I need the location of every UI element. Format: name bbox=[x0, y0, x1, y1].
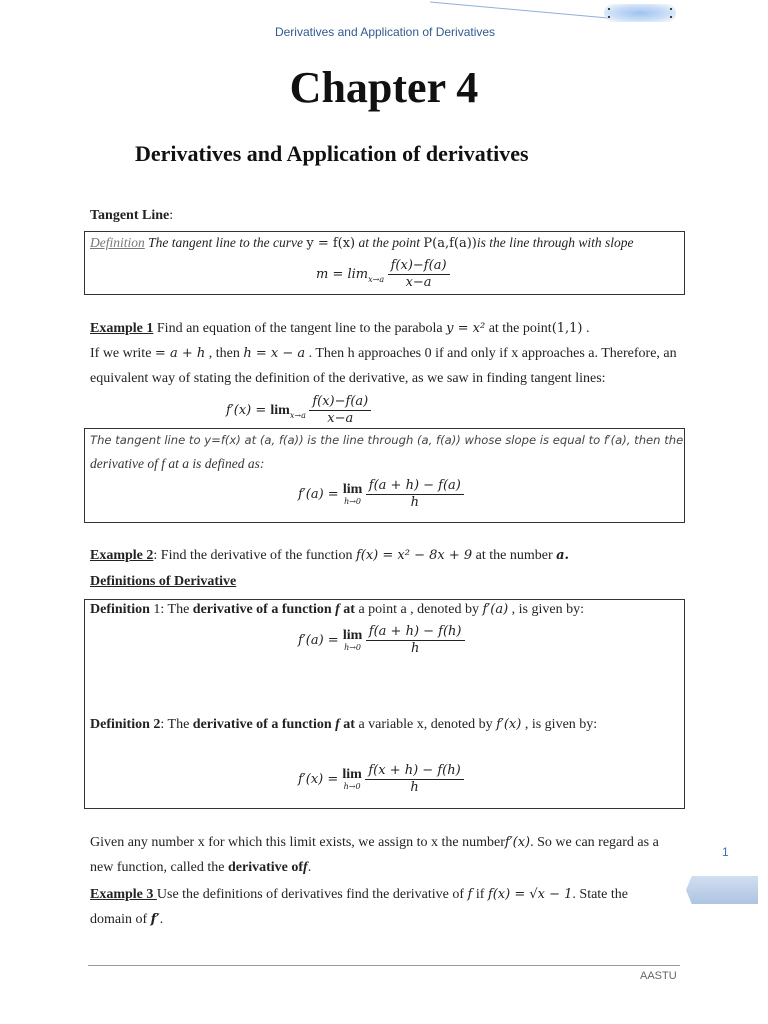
footer-text: AASTU bbox=[640, 970, 677, 982]
definition-2-text: Definition 2: The derivative of a function f at a variable x, denoted by f′(x) , is given by: bbox=[90, 717, 598, 732]
definition-1-text: Definition 1: The derivative of a function f at a point a , denoted by f′(a) , is given by: bbox=[90, 602, 585, 617]
slope-formula: $m = \lim_{x\to a}$ $\frac{f(x)-f(a)}{x-a}$ bbox=[316, 258, 450, 292]
page-side-tab bbox=[686, 876, 758, 904]
example-1-line2: If we write = a + h , then h = x − a . Then h approaches 0 if and only if x approaches a. Therefore, an bbox=[90, 346, 677, 361]
definitions-heading: Definitions of Derivative bbox=[90, 574, 237, 589]
closing-line2: new function, called the derivative off. bbox=[90, 860, 312, 875]
example-1-line1: Example 1 Find an equation of the tangent line to the parabola y = x² at the point(1,1) . bbox=[90, 321, 590, 336]
example-1-line3: equivalent way of stating the definition of the derivative, as we saw in finding tangent lines: bbox=[90, 371, 606, 386]
tangent-definition-text: Definition The tangent line to the curve y = f(x) at the point P(a,f(a))is the line through with slope bbox=[90, 235, 634, 251]
chapter-subtitle: Derivatives and Application of derivatives bbox=[135, 141, 529, 166]
example-3-line2: domain of f′. bbox=[90, 912, 164, 927]
definition-label: Definition bbox=[90, 235, 145, 250]
definition-1-formula: f′(a) = lim h→0 $\frac{f(a + h) - f(h)}{h}$ bbox=[298, 624, 465, 658]
closing-line1: Given any number x for which this limit exists, we assign to x the numberf′(x). So we can regard as a bbox=[90, 835, 659, 850]
slope-fraction: $\frac{f(x)-f(a)}{x-a}$ bbox=[388, 258, 450, 292]
header-decoration-blob bbox=[604, 4, 676, 22]
header-decoration-line bbox=[430, 0, 630, 20]
page-number: 1 bbox=[722, 845, 729, 859]
chapter-title: Chapter 4 bbox=[289, 63, 479, 112]
note-formula: f′(a) = lim h→0 $\frac{f(a + h) - f(a)}{h}$ bbox=[298, 478, 464, 512]
tangent-line-heading: Tangent Line: bbox=[90, 208, 174, 223]
note-line1: The tangent line to y=f(x) at (a, f(a)) is the line through (a, f(a)) whose slope is equal to f′(a), then the bbox=[90, 433, 684, 447]
running-header: Derivatives and Application of Derivatives bbox=[274, 25, 496, 39]
derivative-formula-x-to-a: $f'(x) = \lim_{x\to a}$ $\frac{f(x)-f(a)}{x-a}$ bbox=[226, 394, 371, 428]
footer-rule bbox=[88, 965, 680, 966]
example-3-line1: Example 3 Use the definitions of derivatives find the derivative of f if f(x) = √x − 1. State the bbox=[90, 887, 629, 902]
example-2: Example 2: Find the derivative of the function f(x) = x² − 8x + 9 at the number a. bbox=[90, 548, 570, 563]
definition-2-formula: f′(x) = lim h→0 $\frac{f(x + h) - f(h)}{h}$ bbox=[298, 763, 464, 797]
note-line2: derivative of f at a is defined as: bbox=[90, 456, 265, 471]
